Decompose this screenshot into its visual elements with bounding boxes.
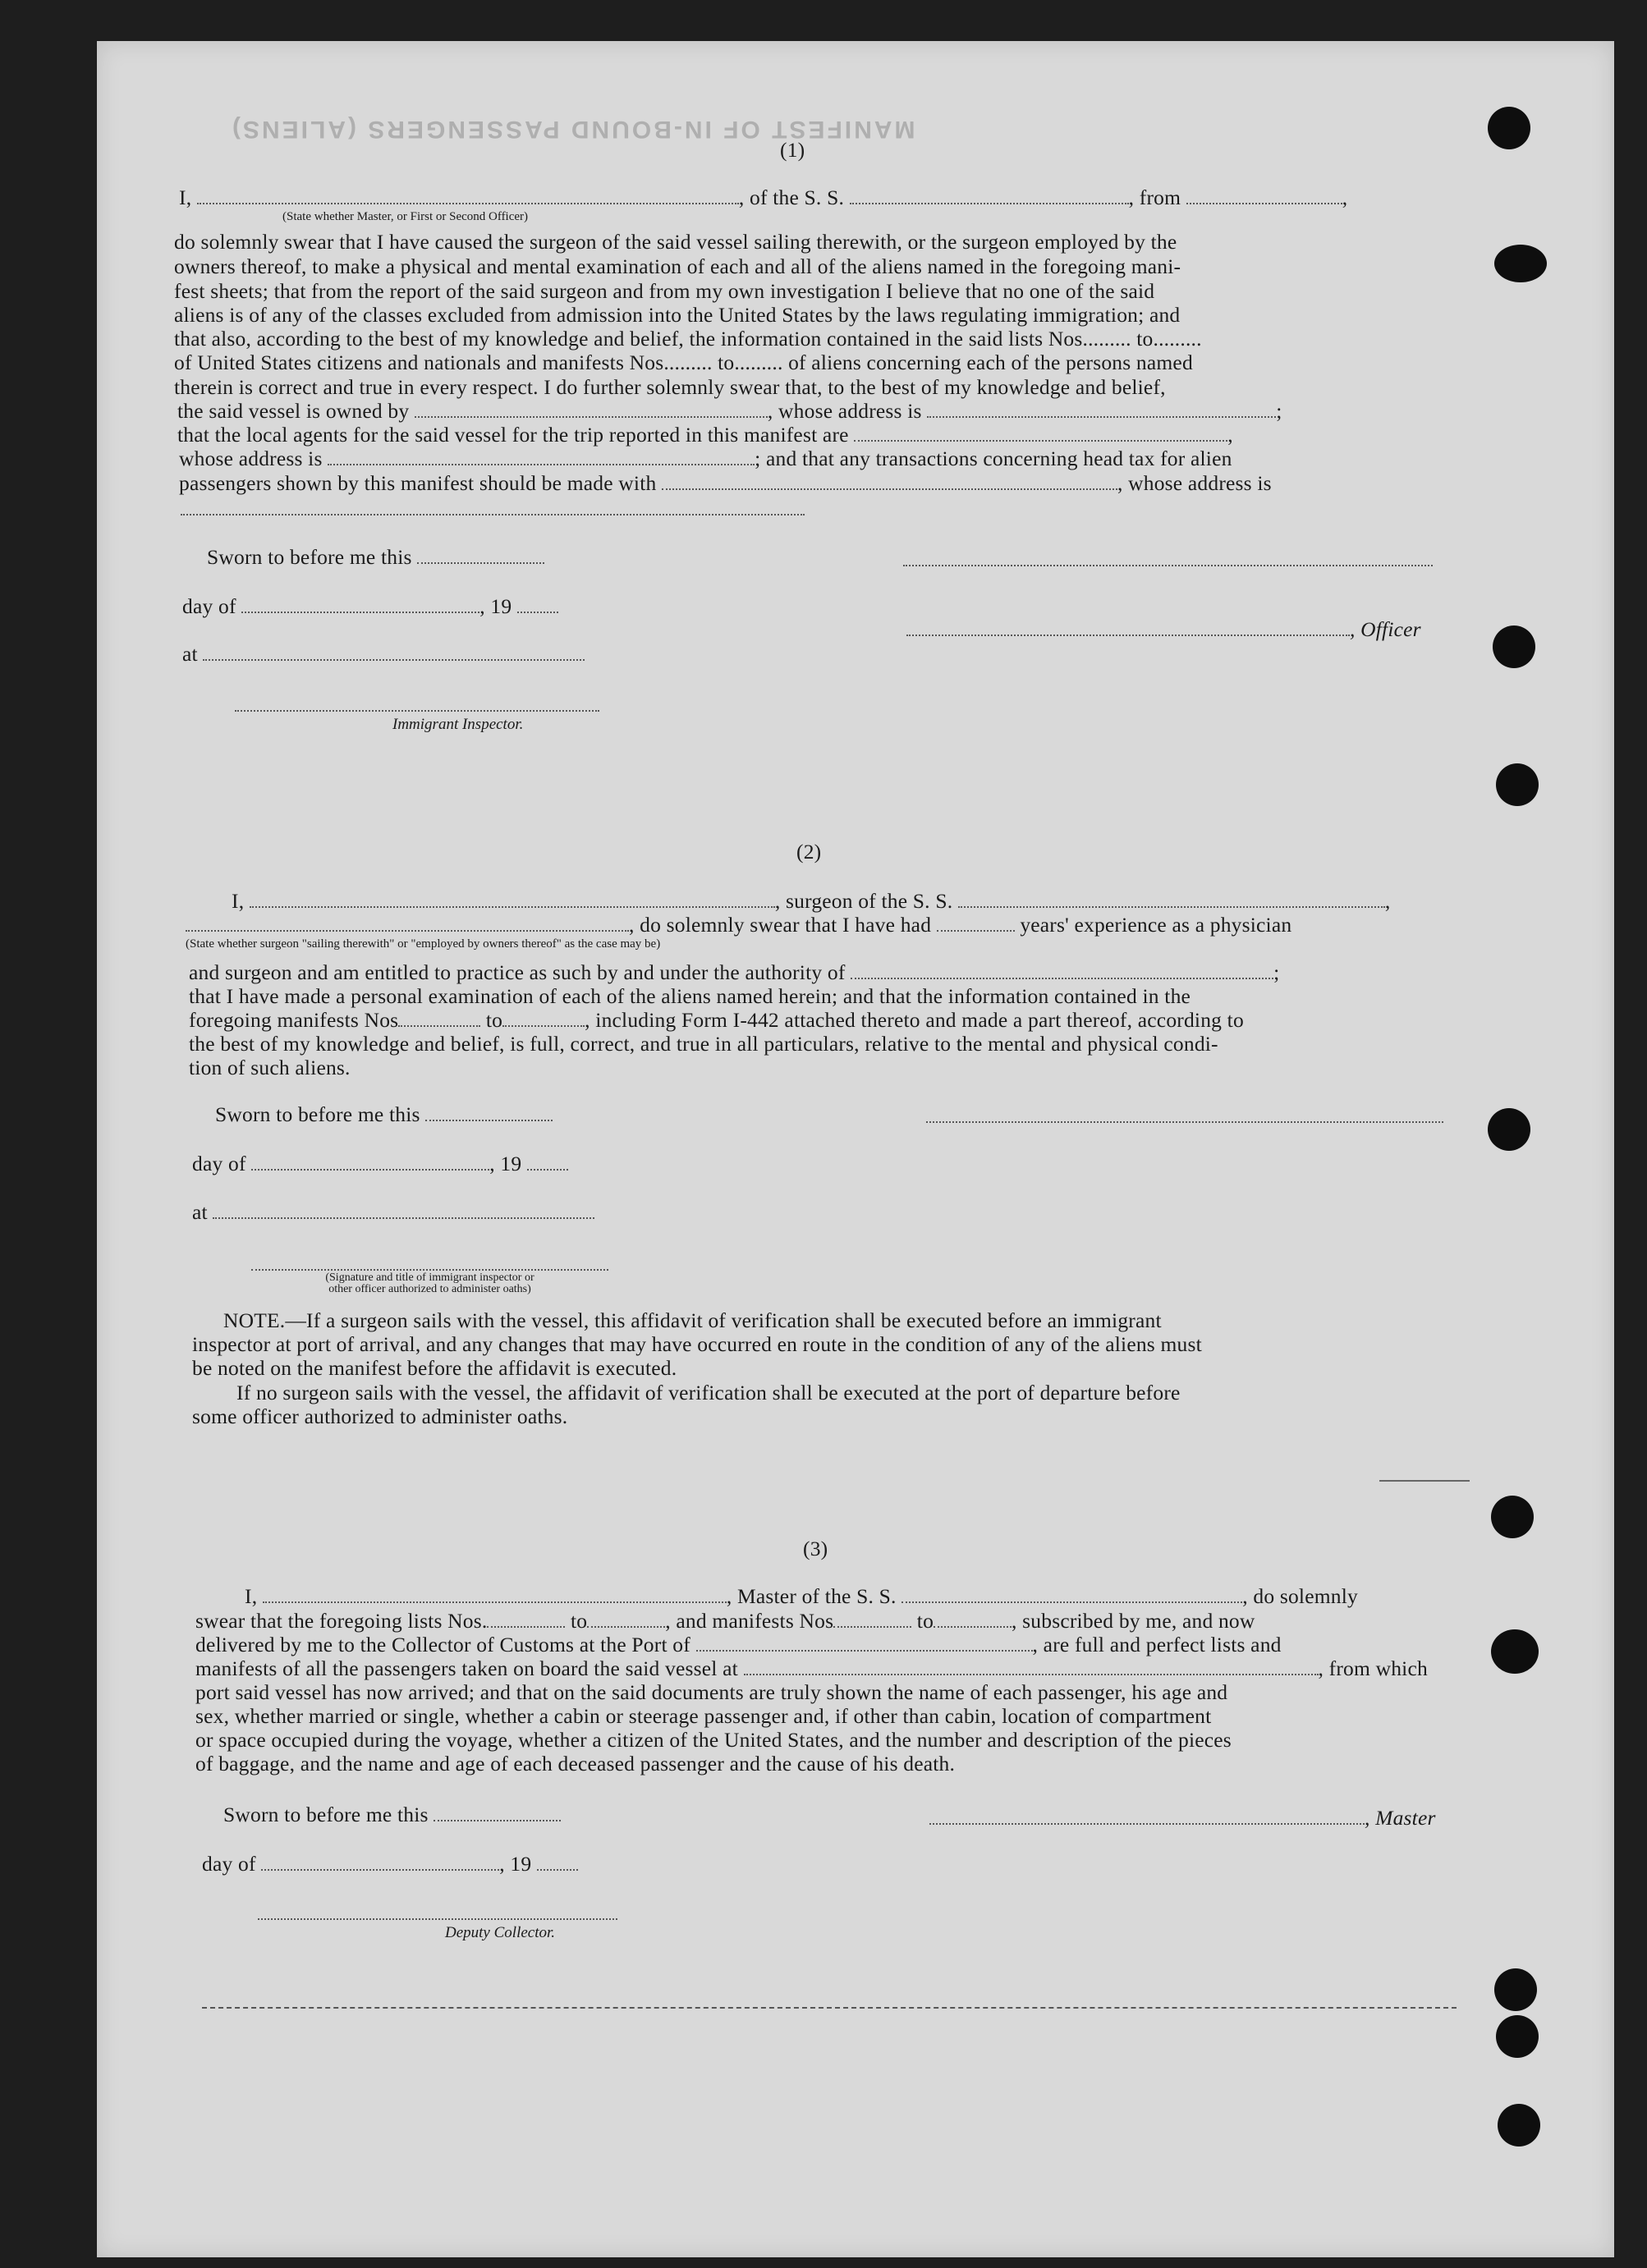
punch-hole: [1496, 763, 1539, 806]
paragraph-line: or space occupied during the voyage, whether a citizen of the United States, and the number and description of the pieces: [195, 1728, 1232, 1752]
sworn-label: Sworn to before me this: [223, 1803, 561, 1827]
lists-to-field[interactable]: [587, 1610, 665, 1628]
day-of-label: day of , 19: [202, 1852, 578, 1876]
punch-hole: [1498, 2104, 1540, 2147]
inspector-caption: Immigrant Inspector.: [392, 716, 524, 733]
master-vessel-field[interactable]: [901, 1585, 1242, 1603]
collector-caption: Deputy Collector.: [445, 1924, 556, 1941]
owner-address-field[interactable]: [927, 400, 1276, 418]
authority-field[interactable]: [851, 961, 1273, 979]
punch-hole: [1493, 625, 1535, 668]
manifests-from-field[interactable]: [833, 1610, 911, 1628]
years-field[interactable]: [937, 914, 1015, 932]
paragraph-line: therein is correct and true in every respect. I do further solemnly swear that, to the best of my knowledge and belief,: [174, 375, 1166, 399]
sworn-date-field[interactable]: [425, 1103, 553, 1121]
head-tax-field[interactable]: [662, 472, 1117, 490]
surgeon-signature-line[interactable]: [926, 1121, 1443, 1123]
surgeon-name-field[interactable]: [250, 890, 775, 908]
officer-signature-line[interactable]: [251, 1269, 608, 1271]
sworn-date-field[interactable]: [434, 1803, 561, 1821]
master-name-field[interactable]: [263, 1585, 727, 1603]
section-2-line-2: , do solemnly swear that I have had years' experience as a physician: [186, 913, 1291, 937]
paragraph-line: do solemnly swear that I have caused the surgeon of the said vessel sailing therewith, or the surgeon employed by the: [174, 230, 1177, 254]
note-line: be noted on the manifest before the affidavit is executed.: [192, 1356, 677, 1380]
signature-line[interactable]: [903, 565, 1433, 566]
agents-address-field[interactable]: [328, 447, 755, 465]
address-fill-line[interactable]: [181, 514, 805, 515]
sworn-label: Sworn to before me this: [207, 545, 544, 570]
name-field[interactable]: [197, 186, 739, 204]
collector-signature-line[interactable]: [258, 1918, 617, 1920]
paragraph-line: tion of such aliens.: [189, 1056, 351, 1079]
punch-hole: [1488, 1108, 1530, 1151]
punch-hole: [1488, 107, 1530, 149]
paragraph-line: foregoing manifests Nos to , including Form I-442 attached thereto and made a part thereof, according to: [189, 1008, 1244, 1032]
manifest-to-field[interactable]: [502, 1009, 585, 1027]
day-of-label: day of , 19: [192, 1152, 568, 1176]
year-field[interactable]: [517, 595, 558, 613]
at-field[interactable]: [213, 1201, 594, 1219]
paragraph-line: that also, according to the best of my knowledge and belief, the information contained in the said lists Nos......... to.........: [174, 327, 1202, 351]
master-label: , Master: [929, 1806, 1436, 1830]
section-1-caption: (State whether Master, or First or Second Officer): [282, 210, 529, 223]
sworn-date-field[interactable]: [417, 546, 544, 564]
paragraph-line: passengers shown by this manifest should be made with , whose address is: [179, 471, 1272, 495]
inspector-signature-line[interactable]: [235, 710, 599, 712]
section-2-caption: (State whether surgeon "sailing therewith" or "employed by owners thereof" as the case may be): [186, 937, 661, 951]
owner-field[interactable]: [415, 400, 768, 418]
paragraph-line: that I have made a personal examination of each of the aliens named herein; and that the information contained in the: [189, 984, 1191, 1008]
punch-hole: [1494, 245, 1547, 282]
section-3-line-4: manifests of all the passengers taken on board the said vessel at , from which: [195, 1656, 1428, 1680]
signature-caption: (Signature and title of immigrant inspector or other officer authorized to administer oaths): [325, 1271, 534, 1295]
master-signature-field[interactable]: [929, 1807, 1365, 1825]
note-line: If no surgeon sails with the vessel, the affidavit of verification shall be executed at the port of departure before: [236, 1381, 1181, 1404]
paragraph-line: sex, whether married or single, whether a cabin or steerage passenger and, if other than cabin, location of compartment: [195, 1704, 1212, 1728]
paragraph-line: of baggage, and the name and age of each deceased passenger and the cause of his death.: [195, 1752, 956, 1775]
paragraph-line: and surgeon and am entitled to practice as such by and under the authority of ;: [189, 960, 1280, 984]
at-label: at: [182, 642, 585, 667]
section-3-line-1: I, , Master of the S. S. , do solemnly: [245, 1584, 1358, 1608]
port-field[interactable]: [696, 1633, 1033, 1652]
paragraph-line: owners thereof, to make a physical and mental examination of each and all of the aliens named in the foregoing mani-: [174, 254, 1181, 278]
section-2-number: (2): [796, 840, 822, 864]
paragraph-line: the said vessel is owned by , whose address is ;: [177, 399, 1282, 423]
paragraph-line: of United States citizens and nationals and manifests Nos......... to......... of aliens concerning each of the persons named: [174, 351, 1193, 374]
section-1-line-1: I, , of the S. S. , from ,: [179, 186, 1348, 209]
section-3-line-2: swear that the foregoing lists Nos. to , and manifests Nos to , subscribed by me, and now: [195, 1609, 1255, 1633]
note-line: some officer authorized to administer oaths.: [192, 1404, 568, 1428]
section-3-number: (3): [803, 1537, 828, 1560]
manifests-to-field[interactable]: [934, 1610, 1012, 1628]
year-field[interactable]: [527, 1152, 568, 1171]
paragraph-line: whose address is ; and that any transactions concerning head tax for alien: [179, 447, 1232, 470]
at-label: at: [192, 1200, 594, 1225]
day-field[interactable]: [261, 1853, 499, 1871]
punch-hole: [1491, 1629, 1539, 1674]
manifest-from-field[interactable]: [398, 1009, 480, 1027]
punch-hole: [1494, 1968, 1537, 2011]
surgeon-vessel-field[interactable]: [958, 890, 1385, 908]
section-3-line-3: delivered by me to the Collector of Customs at the Port of , are full and perfect lists and: [195, 1633, 1282, 1656]
surgeon-type-field[interactable]: [186, 914, 629, 932]
note-line: NOTE.—If a surgeon sails with the vessel, this affidavit of verification shall be executed before an immigrant: [223, 1308, 1162, 1332]
section-1-number: (1): [780, 138, 805, 162]
at-field[interactable]: [203, 643, 585, 661]
paragraph-line: that the local agents for the said vessel for the trip reported in this manifest are ,: [177, 423, 1233, 447]
officer-signature-field[interactable]: [906, 618, 1350, 636]
paragraph-line: fest sheets; that from the report of the said surgeon and from my own investigation I believe that no one of the said: [174, 279, 1155, 303]
officer-label: , Officer: [906, 617, 1421, 642]
day-of-label: day of , 19: [182, 594, 558, 619]
paragraph-line: aliens is of any of the classes excluded from admission into the United States by the laws regulating immigration; and: [174, 303, 1181, 327]
day-field[interactable]: [241, 595, 479, 613]
section-2-line-1: I, , surgeon of the S. S. ,: [232, 889, 1391, 913]
bleed-through-stamp: MANIFEST OF IN-BOUND PASSENGERS (ALIENS): [230, 116, 915, 143]
section-divider: [1379, 1480, 1470, 1482]
paragraph-line: the best of my knowledge and belief, is full, correct, and true in all particulars, relative to the mental and physical condi-: [189, 1032, 1218, 1056]
bottom-rule: [202, 2007, 1457, 2009]
paragraph-line: port said vessel has now arrived; and that on the said documents are truly shown the name of each passenger, his age and: [195, 1680, 1228, 1704]
lists-from-field[interactable]: [487, 1610, 565, 1628]
punch-hole: [1491, 1496, 1534, 1538]
day-field[interactable]: [251, 1152, 489, 1171]
vessel-field[interactable]: [850, 186, 1129, 204]
departure-port-field[interactable]: [744, 1657, 1319, 1675]
sworn-label: Sworn to before me this: [215, 1102, 553, 1127]
year-field[interactable]: [537, 1853, 578, 1871]
punch-hole: [1496, 2015, 1539, 2058]
note-line: inspector at port of arrival, and any changes that may have occurred en route in the condition of any of the aliens must: [192, 1332, 1202, 1356]
agents-field[interactable]: [854, 424, 1227, 442]
from-field[interactable]: [1186, 186, 1342, 204]
